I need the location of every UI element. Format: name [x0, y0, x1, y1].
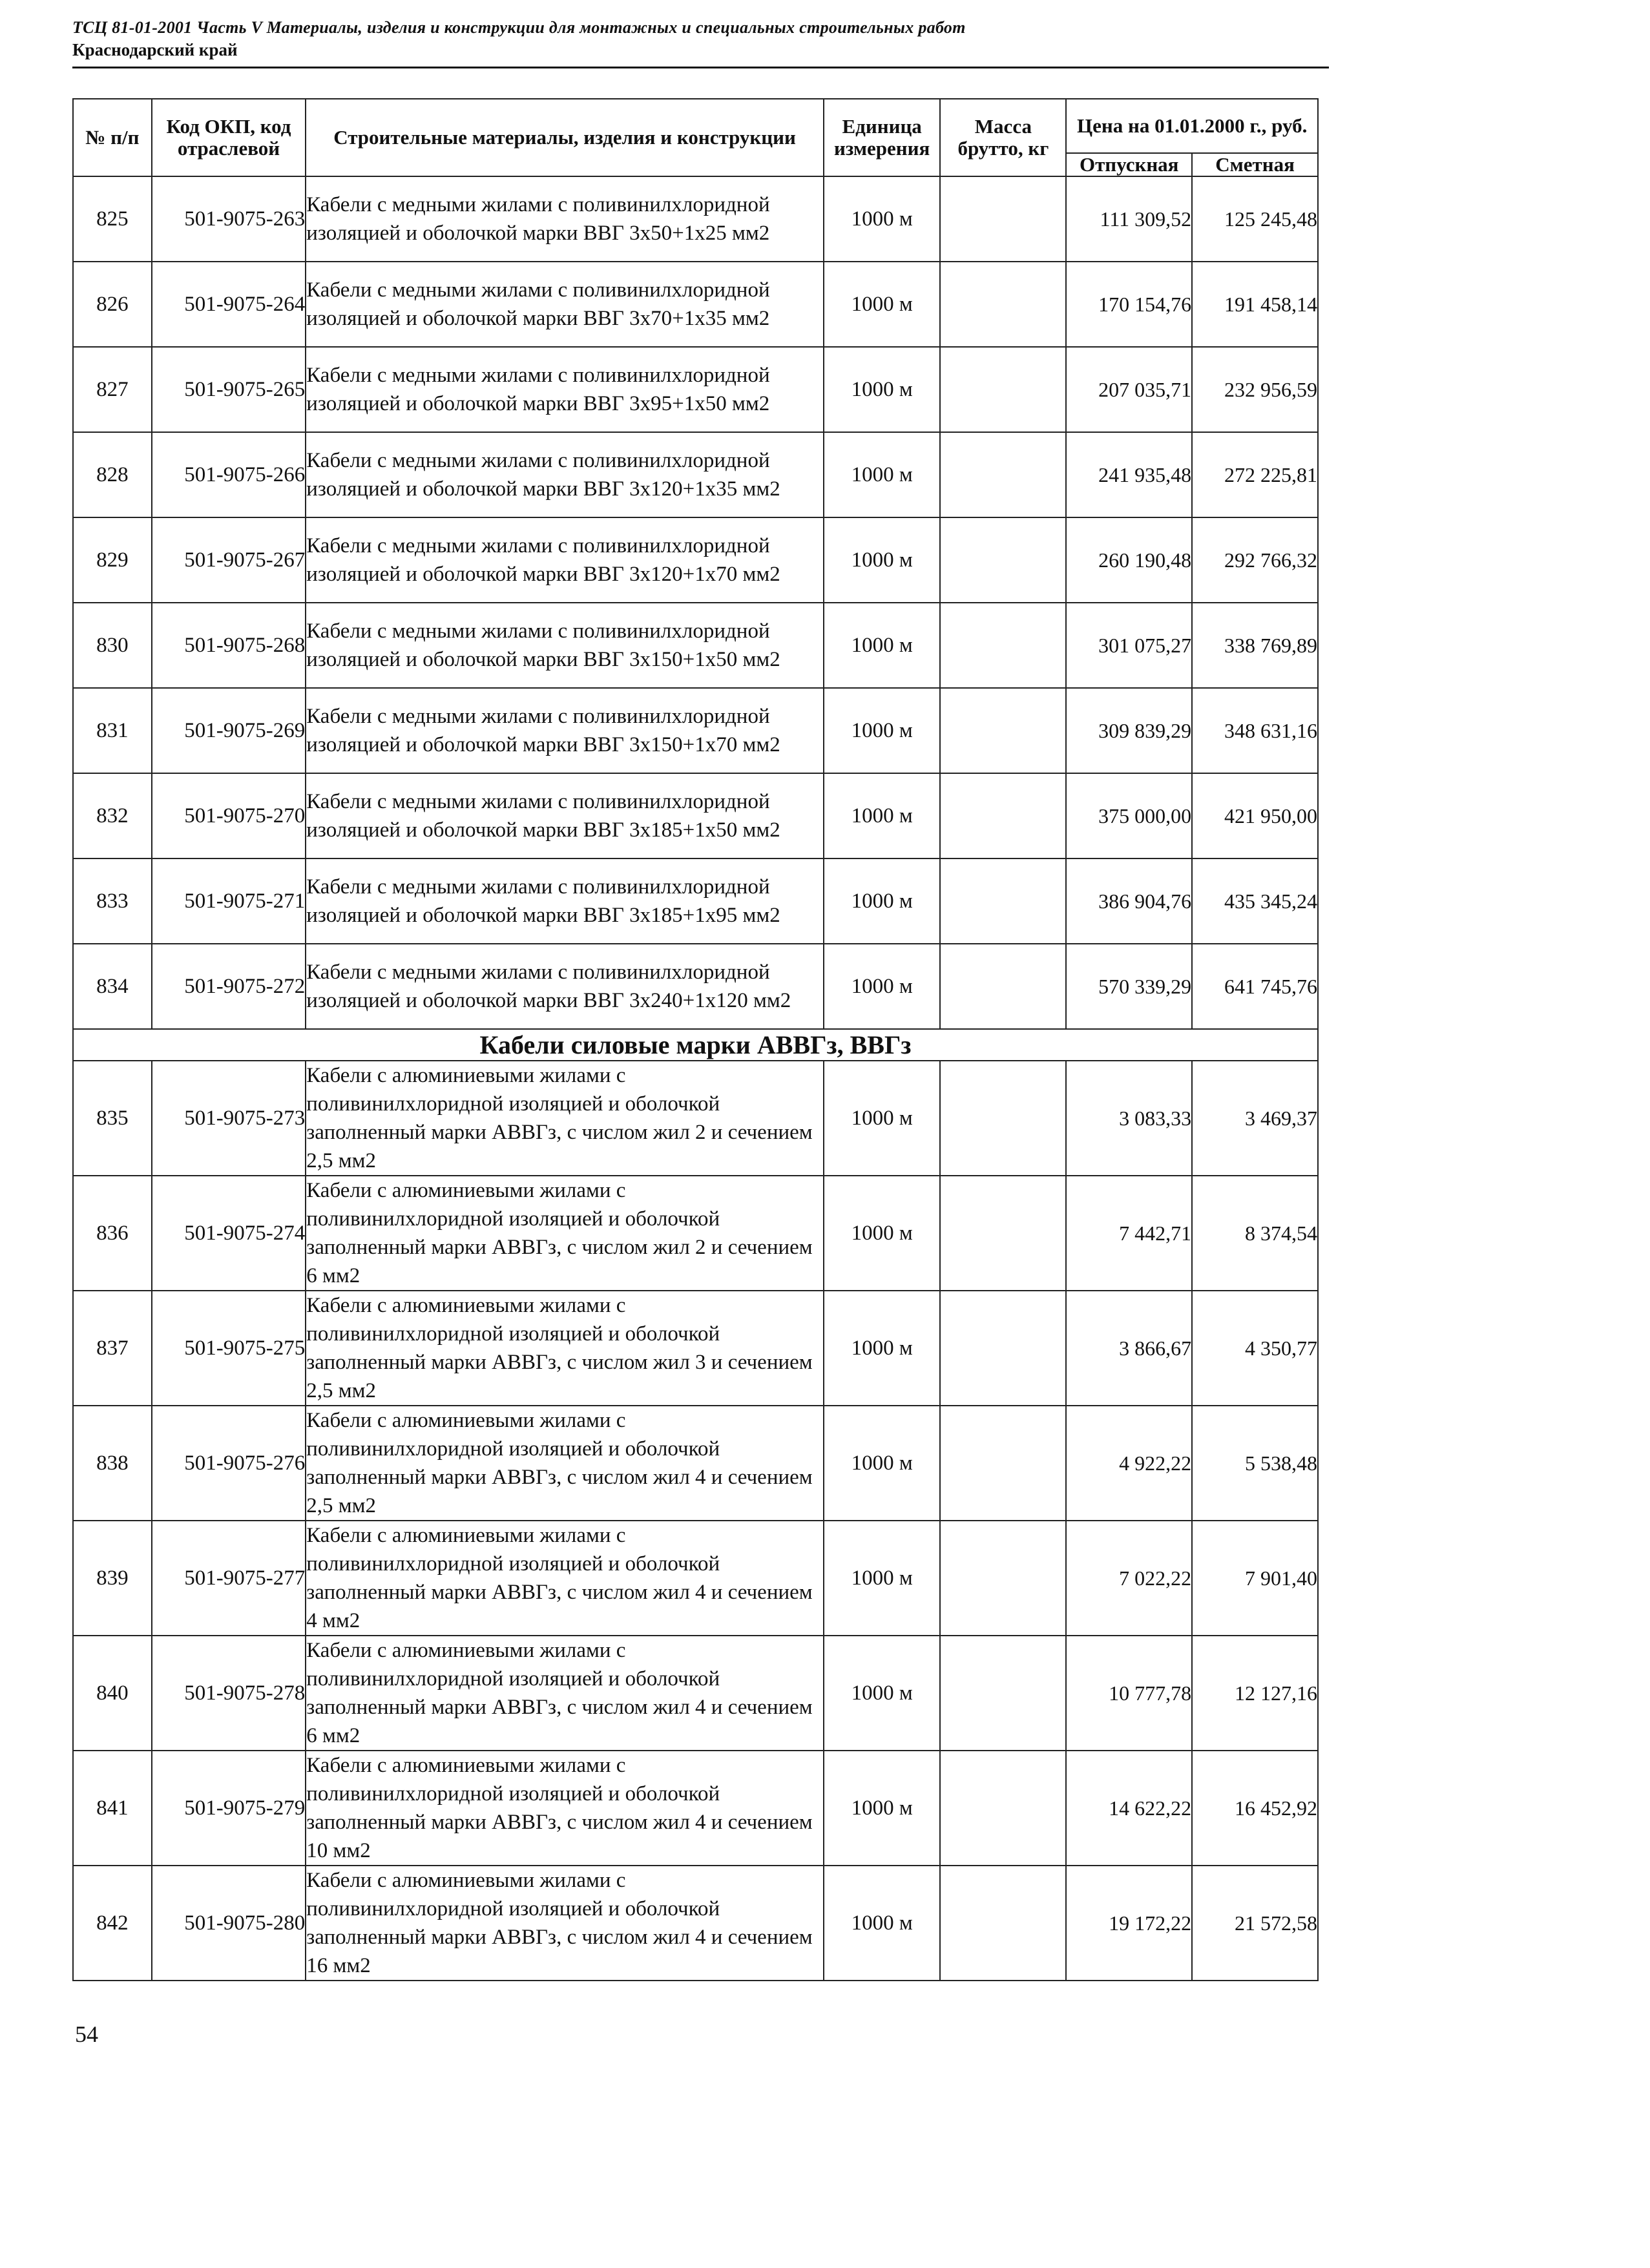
table-row: [73, 603, 1318, 688]
row-price-estimate: 21 572,58: [1192, 1866, 1318, 1981]
row-code: 501-9075-280: [152, 1866, 306, 1981]
row-number: 834: [73, 944, 152, 1029]
row-code: 501-9075-275: [152, 1291, 306, 1406]
row-price-release: 111 309,52: [1066, 176, 1192, 262]
row-price-estimate: 125 245,48: [1192, 176, 1318, 262]
row-name: Кабели с медными жилами с поливинилхлоридной изоляцией и оболочкой марки ВВГ 3х185+1х50 мм2: [306, 773, 824, 858]
row-price-estimate: 4 350,77: [1192, 1291, 1318, 1406]
row-number: 835: [73, 1061, 152, 1176]
row-name: Кабели с медными жилами с поливинилхлоридной изоляцией и оболочкой марки ВВГ 3х240+1х120 мм2: [306, 944, 824, 1029]
row-code: 501-9075-272: [152, 944, 306, 1029]
section-header: [73, 1029, 1318, 1061]
row-number: 840: [73, 1636, 152, 1751]
row-number: 826: [73, 262, 152, 347]
table-row: [73, 944, 1318, 1029]
row-number: 836: [73, 1176, 152, 1291]
row-code: 501-9075-273: [152, 1061, 306, 1176]
row-code: 501-9075-270: [152, 773, 306, 858]
row-price-release: 14 622,22: [1066, 1751, 1192, 1866]
row-unit: 1000 м: [824, 1406, 941, 1521]
row-unit: 1000 м: [824, 944, 941, 1029]
row-number: 828: [73, 432, 152, 517]
row-unit: 1000 м: [824, 603, 941, 688]
row-name: Кабели с алюминиевыми жилами с поливинилхлоридной изоляцией и оболочкой заполненный марки АВВГз, с числом жил 2 и сечением 6 мм2: [306, 1176, 824, 1291]
table-body-group1: [73, 176, 1318, 1029]
row-number: 838: [73, 1406, 152, 1521]
col-header-price-estimate: Сметная: [1192, 153, 1318, 176]
section-title: Кабели силовые марки АВВГз, ВВГз: [73, 1029, 1318, 1061]
row-unit: 1000 м: [824, 1866, 941, 1981]
row-price-estimate: 232 956,59: [1192, 347, 1318, 432]
table-row: [73, 858, 1318, 944]
row-number: 827: [73, 347, 152, 432]
row-price-release: 19 172,22: [1066, 1866, 1192, 1981]
table-row: [73, 688, 1318, 773]
table-row: [73, 1866, 1318, 1981]
row-mass: [940, 1176, 1066, 1291]
row-name: Кабели с медными жилами с поливинилхлоридной изоляцией и оболочкой марки ВВГ 3х120+1х70 мм2: [306, 517, 824, 603]
table-header: [73, 99, 1318, 176]
col-header-unit: Единица измерения: [824, 99, 941, 176]
table-row: [73, 1061, 1318, 1176]
row-number: 833: [73, 858, 152, 944]
row-number: 839: [73, 1521, 152, 1636]
row-price-estimate: 5 538,48: [1192, 1406, 1318, 1521]
table-row: [73, 262, 1318, 347]
row-mass: [940, 262, 1066, 347]
row-name: Кабели с алюминиевыми жилами с поливинилхлоридной изоляцией и оболочкой заполненный марки АВВГз, с числом жил 3 и сечением 2,5 мм2: [306, 1291, 824, 1406]
row-unit: 1000 м: [824, 347, 941, 432]
row-code: 501-9075-266: [152, 432, 306, 517]
table-row: [73, 1291, 1318, 1406]
row-mass: [940, 176, 1066, 262]
row-number: 842: [73, 1866, 152, 1981]
table-row: [73, 1406, 1318, 1521]
table-row: [73, 1751, 1318, 1866]
table-body-group2: [73, 1061, 1318, 1981]
row-unit: 1000 м: [824, 1521, 941, 1636]
row-number: 829: [73, 517, 152, 603]
row-price-estimate: 8 374,54: [1192, 1176, 1318, 1291]
row-number: 830: [73, 603, 152, 688]
row-mass: [940, 1061, 1066, 1176]
table-row: [73, 1636, 1318, 1751]
row-name: Кабели с медными жилами с поливинилхлоридной изоляцией и оболочкой марки ВВГ 3х150+1х50 мм2: [306, 603, 824, 688]
row-price-release: 301 075,27: [1066, 603, 1192, 688]
table-row: [73, 517, 1318, 603]
row-price-release: 4 922,22: [1066, 1406, 1192, 1521]
row-number: 831: [73, 688, 152, 773]
row-price-release: 570 339,29: [1066, 944, 1192, 1029]
row-code: 501-9075-268: [152, 603, 306, 688]
row-name: Кабели с алюминиевыми жилами с поливинилхлоридной изоляцией и оболочкой заполненный марки АВВГз, с числом жил 4 и сечением 4 мм2: [306, 1521, 824, 1636]
row-price-estimate: 435 345,24: [1192, 858, 1318, 944]
row-price-estimate: 3 469,37: [1192, 1061, 1318, 1176]
col-header-price-release: Отпускная: [1066, 153, 1192, 176]
row-price-release: 309 839,29: [1066, 688, 1192, 773]
row-name: Кабели с алюминиевыми жилами с поливинилхлоридной изоляцией и оболочкой заполненный марки АВВГз, с числом жил 2 и сечением 2,5 мм2: [306, 1061, 824, 1176]
row-price-release: 170 154,76: [1066, 262, 1192, 347]
row-unit: 1000 м: [824, 1751, 941, 1866]
row-price-release: 3 866,67: [1066, 1291, 1192, 1406]
row-mass: [940, 1636, 1066, 1751]
row-code: 501-9075-269: [152, 688, 306, 773]
row-price-estimate: 641 745,76: [1192, 944, 1318, 1029]
row-number: 841: [73, 1751, 152, 1866]
page-number: 54: [75, 2021, 98, 2047]
row-unit: 1000 м: [824, 1291, 941, 1406]
row-price-release: 241 935,48: [1066, 432, 1192, 517]
row-mass: [940, 517, 1066, 603]
row-price-release: 3 083,33: [1066, 1061, 1192, 1176]
row-price-estimate: 292 766,32: [1192, 517, 1318, 603]
row-price-release: 7 022,22: [1066, 1521, 1192, 1636]
row-code: 501-9075-276: [152, 1406, 306, 1521]
col-header-mass: Масса брутто, кг: [940, 99, 1066, 176]
row-name: Кабели с медными жилами с поливинилхлоридной изоляцией и оболочкой марки ВВГ 3х70+1х35 мм2: [306, 262, 824, 347]
row-price-estimate: 191 458,14: [1192, 262, 1318, 347]
row-mass: [940, 432, 1066, 517]
row-name: Кабели с алюминиевыми жилами с поливинилхлоридной изоляцией и оболочкой заполненный марки АВВГз, с числом жил 4 и сечением 16 мм2: [306, 1866, 824, 1981]
row-number: 832: [73, 773, 152, 858]
row-number: 837: [73, 1291, 152, 1406]
row-name: Кабели с алюминиевыми жилами с поливинилхлоридной изоляцией и оболочкой заполненный марки АВВГз, с числом жил 4 и сечением 2,5 мм2: [306, 1406, 824, 1521]
col-header-price: Цена на 01.01.2000 г., руб.: [1066, 99, 1318, 153]
row-name: Кабели с медными жилами с поливинилхлоридной изоляцией и оболочкой марки ВВГ 3х150+1х70 мм2: [306, 688, 824, 773]
row-price-estimate: 7 901,40: [1192, 1521, 1318, 1636]
row-mass: [940, 347, 1066, 432]
row-name: Кабели с алюминиевыми жилами с поливинилхлоридной изоляцией и оболочкой заполненный марки АВВГз, с числом жил 4 и сечением 6 мм2: [306, 1636, 824, 1751]
page-header: [72, 17, 1329, 61]
col-header-code: Код ОКП, код отраслевой: [152, 99, 306, 176]
row-mass: [940, 944, 1066, 1029]
row-unit: 1000 м: [824, 517, 941, 603]
row-code: 501-9075-278: [152, 1636, 306, 1751]
row-price-release: 375 000,00: [1066, 773, 1192, 858]
row-price-release: 207 035,71: [1066, 347, 1192, 432]
row-name: Кабели с алюминиевыми жилами с поливинилхлоридной изоляцией и оболочкой заполненный марки АВВГз, с числом жил 4 и сечением 10 мм2: [306, 1751, 824, 1866]
col-header-name: Строительные материалы, изделия и конструкции: [306, 99, 824, 176]
row-mass: [940, 1291, 1066, 1406]
row-price-estimate: 348 631,16: [1192, 688, 1318, 773]
row-price-release: 7 442,71: [1066, 1176, 1192, 1291]
row-unit: 1000 м: [824, 432, 941, 517]
row-name: Кабели с медными жилами с поливинилхлоридной изоляцией и оболочкой марки ВВГ 3х120+1х35 мм2: [306, 432, 824, 517]
row-name: Кабели с медными жилами с поливинилхлоридной изоляцией и оболочкой марки ВВГ 3х95+1х50 мм2: [306, 347, 824, 432]
row-mass: [940, 1521, 1066, 1636]
row-name: Кабели с медными жилами с поливинилхлоридной изоляцией и оболочкой марки ВВГ 3х185+1х95 мм2: [306, 858, 824, 944]
table-row: [73, 1521, 1318, 1636]
row-price-release: 386 904,76: [1066, 858, 1192, 944]
row-mass: [940, 858, 1066, 944]
row-price-estimate: 12 127,16: [1192, 1636, 1318, 1751]
row-mass: [940, 1751, 1066, 1866]
row-code: 501-9075-279: [152, 1751, 306, 1866]
row-unit: 1000 м: [824, 1061, 941, 1176]
row-number: 825: [73, 176, 152, 262]
row-mass: [940, 1406, 1066, 1521]
row-mass: [940, 688, 1066, 773]
row-code: 501-9075-274: [152, 1176, 306, 1291]
table-row: [73, 773, 1318, 858]
row-price-release: 260 190,48: [1066, 517, 1192, 603]
row-unit: 1000 м: [824, 176, 941, 262]
row-mass: [940, 603, 1066, 688]
row-unit: 1000 м: [824, 1176, 941, 1291]
row-name: Кабели с медными жилами с поливинилхлоридной изоляцией и оболочкой марки ВВГ 3х50+1х25 мм2: [306, 176, 824, 262]
row-unit: 1000 м: [824, 688, 941, 773]
row-unit: 1000 м: [824, 262, 941, 347]
row-code: 501-9075-265: [152, 347, 306, 432]
table-row: [73, 176, 1318, 262]
row-price-estimate: 272 225,81: [1192, 432, 1318, 517]
col-header-num: № п/п: [73, 99, 152, 176]
row-code: 501-9075-267: [152, 517, 306, 603]
row-price-release: 10 777,78: [1066, 1636, 1192, 1751]
header-divider: [72, 67, 1329, 68]
row-unit: 1000 м: [824, 1636, 941, 1751]
row-code: 501-9075-271: [152, 858, 306, 944]
document-title: ТСЦ 81-01-2001 Часть V Материалы, изделия и конструкции для монтажных и специальных строительных работ: [72, 18, 966, 37]
table-row: [73, 347, 1318, 432]
table-row: [73, 432, 1318, 517]
row-mass: [940, 773, 1066, 858]
row-unit: 1000 м: [824, 858, 941, 944]
price-table: [72, 98, 1319, 1981]
row-code: 501-9075-277: [152, 1521, 306, 1636]
row-price-estimate: 421 950,00: [1192, 773, 1318, 858]
table-row: [73, 1176, 1318, 1291]
row-price-estimate: 16 452,92: [1192, 1751, 1318, 1866]
row-price-estimate: 338 769,89: [1192, 603, 1318, 688]
row-mass: [940, 1866, 1066, 1981]
region-name: Краснодарский край: [72, 40, 238, 59]
row-unit: 1000 м: [824, 773, 941, 858]
row-code: 501-9075-263: [152, 176, 306, 262]
row-code: 501-9075-264: [152, 262, 306, 347]
